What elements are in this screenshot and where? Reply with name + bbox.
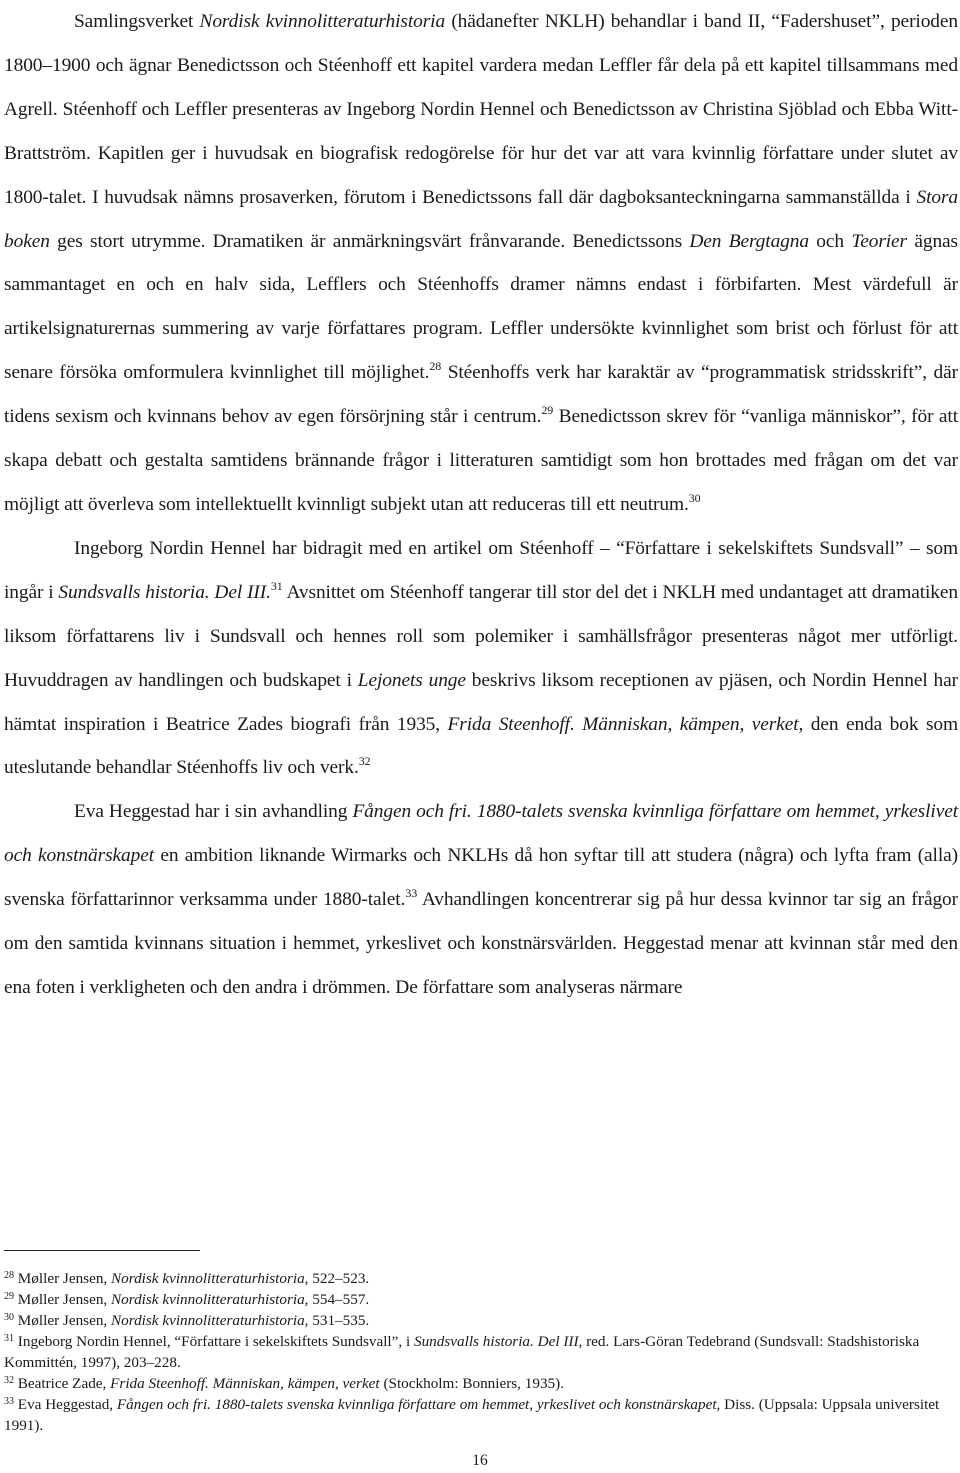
text-run: (Stockholm: Bonniers, 1935). xyxy=(379,1375,565,1392)
text-run: en ambition liknande Wirmarks och NKLHs då hon syftar till att studera (några) och lyfta fram (alla) svenska författarinnor verksamma under 1880-talet. xyxy=(4,845,958,911)
text-run: , red. Lars-Göran Tedebrand (Sundsvall: Stadshistoriska Kommittén, 1997), 203–228. xyxy=(4,1333,920,1371)
text-run: Ingeborg Nordin Hennel, “Författare i sekelskiftets Sundsvall”, i xyxy=(14,1333,414,1350)
text-run: , den enda bok som uteslutande behandlar Stéenhoffs liv och verk. xyxy=(4,713,958,779)
footnote xyxy=(4,1310,954,1331)
text-run: ges stort utrymme. Dramatiken är anmärkningsvärt frånvarande. Benedictssons xyxy=(49,230,690,252)
footnote-number: 33 xyxy=(4,1396,14,1407)
italic-title: Sundsvalls historia. Del III xyxy=(413,1333,579,1350)
text-run: Ingeborg Nordin Hennel har bidragit med en artikel om Stéenhoff – “Författare i sekelskiftets Sundsvall” – som ingår i xyxy=(4,537,958,603)
footnote xyxy=(4,1268,954,1289)
footnote-number: 29 xyxy=(4,1291,14,1302)
italic-title: Teorier xyxy=(851,230,908,252)
footnote-number: 32 xyxy=(4,1375,14,1386)
text-run: , 522–523. xyxy=(304,1270,370,1287)
text-run: och xyxy=(808,230,852,252)
italic-title: Nordisk kvinnolitteraturhistoria xyxy=(199,11,446,32)
text-run: Beatrice Zade, xyxy=(14,1375,111,1392)
italic-title: Stora boken xyxy=(4,186,958,252)
text-run: Møller Jensen, xyxy=(14,1312,112,1329)
body-paragraph xyxy=(4,0,958,527)
footnote xyxy=(4,1289,954,1310)
body-paragraph xyxy=(4,527,958,790)
footnotes xyxy=(4,1268,954,1436)
text-run: , Diss. (Uppsala: Uppsala universitet 1991). xyxy=(4,1396,940,1434)
page-number: 16 xyxy=(472,1452,488,1469)
text-run: , 554–557. xyxy=(304,1291,370,1308)
text-run: (hädanefter NKLH) behandlar i band II, “Fadershuset”, perioden 1800–1900 och ägnar Benedictsson och Stéenhoff ett kapitel vardera medan Leffler får dela på ett kapitel tillsammans med Agrell. Stéenhoff och Leffler presenteras av Ingeborg Nordin Hennel och Benedictsson av Christina Sjöblad och Ebba Witt-Brattström. Kapitlen ger i huvudsak en biografisk redogörelse för hur det var att vara kvinnlig författare under slutet av 1800-talet. I huvudsak nämns prosaverken, förutom i Benedictssons fall där dagboksanteckningarna sammanställda i xyxy=(4,11,959,208)
footnote-number: 31 xyxy=(4,1333,14,1344)
text-run: Stéenhoffs verk har karaktär av “programmatisk stridsskrift”, där tidens sexism och kvinnans behov av egen försörjning står i centrum. xyxy=(4,362,958,428)
italic-title: Den Bergtagna xyxy=(689,230,809,252)
footnote xyxy=(4,1331,954,1373)
footnote xyxy=(4,1373,954,1394)
text-run: Samlingsverket xyxy=(74,11,200,32)
footnote-reference: 28 xyxy=(429,359,442,374)
text-run: beskrivs liksom receptionen av pjäsen, och Nordin Hennel har hämtat inspiration i Beatrice Zades biografi från 1935, xyxy=(4,669,959,735)
italic-title: Fången och fri. 1880-talets svenska kvinnliga författare om hemmet, yrkeslivet och konstnärskapet xyxy=(116,1396,717,1413)
italic-title: Nordisk kvinnolitteraturhistoria xyxy=(111,1270,305,1287)
text-run: Benedictsson skrev för “vanliga människor”, för att skapa debatt och gestalta samtidens brännande frågor i litteraturen samtidigt som hon brottades med frågan om det var möjligt att överleva som intellektuellt kvinnligt subjekt utan att reduceras till ett neutrum. xyxy=(4,406,958,515)
text-run: Avsnittet om Stéenhoff tangerar till stor del det i NKLH med undantaget att dramatiken liksom författarens liv i Sundsvall och hennes roll som polemiker i samhällsfrågor presenteras något mer utförligt. Huvuddragen av handlingen och budskapet i xyxy=(4,581,958,691)
footnote-divider xyxy=(4,1250,200,1251)
text-run: Eva Heggestad har i sin avhandling xyxy=(74,801,353,823)
text-run: Eva Heggestad, xyxy=(14,1396,117,1413)
italic-title: Lejonets unge xyxy=(357,669,466,691)
italic-title: Sundsvalls historia. Del III. xyxy=(58,581,271,603)
body-paragraph xyxy=(4,790,958,1010)
footnote-number: 30 xyxy=(4,1312,14,1323)
italic-title: Nordisk kvinnolitteraturhistoria xyxy=(111,1291,305,1308)
footnote-reference: 30 xyxy=(688,490,701,505)
text-run: Avhandlingen koncentrerar sig på hur dessa kvinnor tar sig an frågor om den samtida kvinnans situation i hemmet, yrkeslivet och konstnärsvärlden. Heggestad menar att kvinnan står med den ena foten i verkligheten och den andra i drömmen. De författare som analyseras närmare xyxy=(4,889,959,998)
italic-title: Frida Steenhoff. Människan, kämpen, verket xyxy=(110,1375,380,1392)
text-run: Møller Jensen, xyxy=(14,1270,112,1287)
footnote-reference: 31 xyxy=(270,578,283,593)
text-run: , 531–535. xyxy=(304,1312,370,1329)
italic-title: Nordisk kvinnolitteraturhistoria xyxy=(111,1312,305,1329)
footnote-reference: 33 xyxy=(405,886,418,901)
footnote-reference: 29 xyxy=(541,403,554,418)
footnote-number: 28 xyxy=(4,1270,14,1281)
italic-title: Frida Steenhoff. Människan, kämpen, verket xyxy=(447,713,799,735)
main-text xyxy=(4,0,958,1010)
footnote-reference: 32 xyxy=(358,754,371,769)
text-run: Møller Jensen, xyxy=(14,1291,112,1308)
footnote xyxy=(4,1394,954,1436)
italic-title: Fången och fri. 1880-talets svenska kvinnliga författare om hemmet, yrkeslivet och konstnärskapet xyxy=(4,801,958,867)
text-run: ägnas sammantaget en och en halv sida, Lefflers och Stéenhoffs dramer nämns endast i förbifarten. Mest värdefull är artikelsignaturernas summering av varje författares program. Leffler undersökte kvinnlighet som brist och förlust för att senare försöka omformulera kvinnlighet till möjlighet. xyxy=(4,230,958,384)
